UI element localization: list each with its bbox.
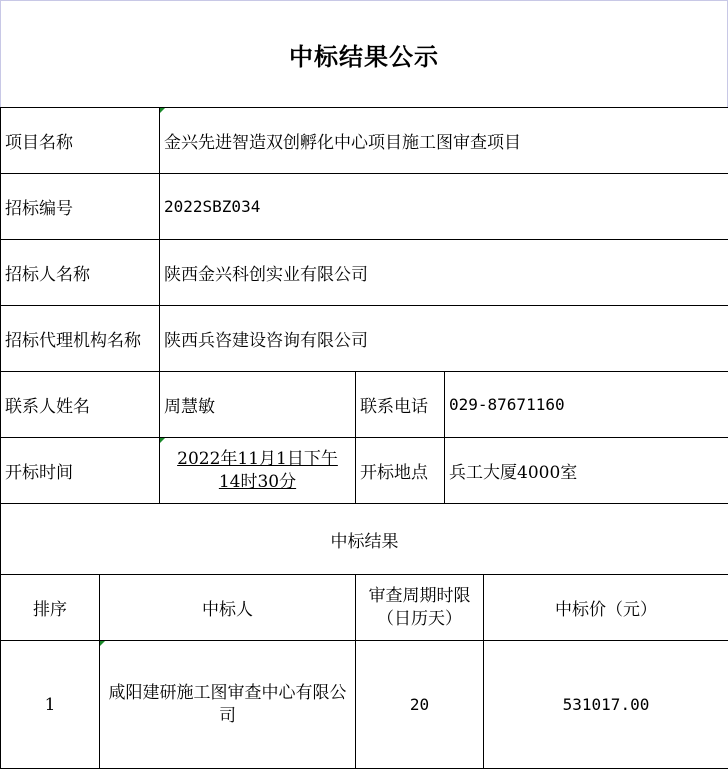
row-bid-number	[1, 174, 728, 240]
phone-value: 029-87671160	[445, 372, 728, 438]
table-row	[1, 641, 728, 769]
bid-result-table	[0, 107, 728, 769]
row-opening	[1, 438, 728, 504]
col-rank-header: 排序	[1, 575, 100, 641]
contact-value: 周慧敏	[160, 372, 356, 438]
winner-cell: 咸阳建研施工图审查中心有限公司	[100, 641, 356, 769]
row-agency	[1, 306, 728, 372]
col-price-header: 中标价（元）	[484, 575, 728, 641]
agency-value: 陕西兵咨建设咨询有限公司	[160, 306, 728, 372]
period-cell: 20	[356, 641, 484, 769]
rank-cell: 1	[1, 641, 100, 769]
price-cell: 531017.00	[484, 641, 728, 769]
row-project-name	[1, 108, 728, 174]
opening-time-label: 开标时间	[1, 438, 160, 504]
col-period-header: 审查周期时限（日历天）	[356, 575, 484, 641]
row-result-heading	[1, 504, 728, 575]
cell-marker-icon	[100, 641, 105, 646]
row-tenderer	[1, 240, 728, 306]
opening-time-value: 2022年11月1日下午 14时30分	[160, 438, 356, 504]
bid-number-label: 招标编号	[1, 174, 160, 240]
cell-marker-icon	[160, 108, 165, 113]
cell-marker-icon	[160, 438, 165, 443]
tenderer-value: 陕西金兴科创实业有限公司	[160, 240, 728, 306]
result-header-row	[1, 575, 728, 641]
page-title: 中标结果公示	[289, 41, 439, 71]
phone-label: 联系电话	[356, 372, 445, 438]
project-name-value: 金兴先进智造双创孵化中心项目施工图审查项目	[160, 108, 728, 174]
opening-place-value: 兵工大厦4000室	[445, 438, 728, 504]
agency-label: 招标代理机构名称	[1, 306, 160, 372]
row-contact	[1, 372, 728, 438]
contact-label: 联系人姓名	[1, 372, 160, 438]
tenderer-label: 招标人名称	[1, 240, 160, 306]
project-name-label: 项目名称	[1, 108, 160, 174]
result-heading: 中标结果	[1, 504, 728, 575]
bid-number-value: 2022SBZ034	[160, 174, 728, 240]
opening-place-label: 开标地点	[356, 438, 445, 504]
col-winner-header: 中标人	[100, 575, 356, 641]
